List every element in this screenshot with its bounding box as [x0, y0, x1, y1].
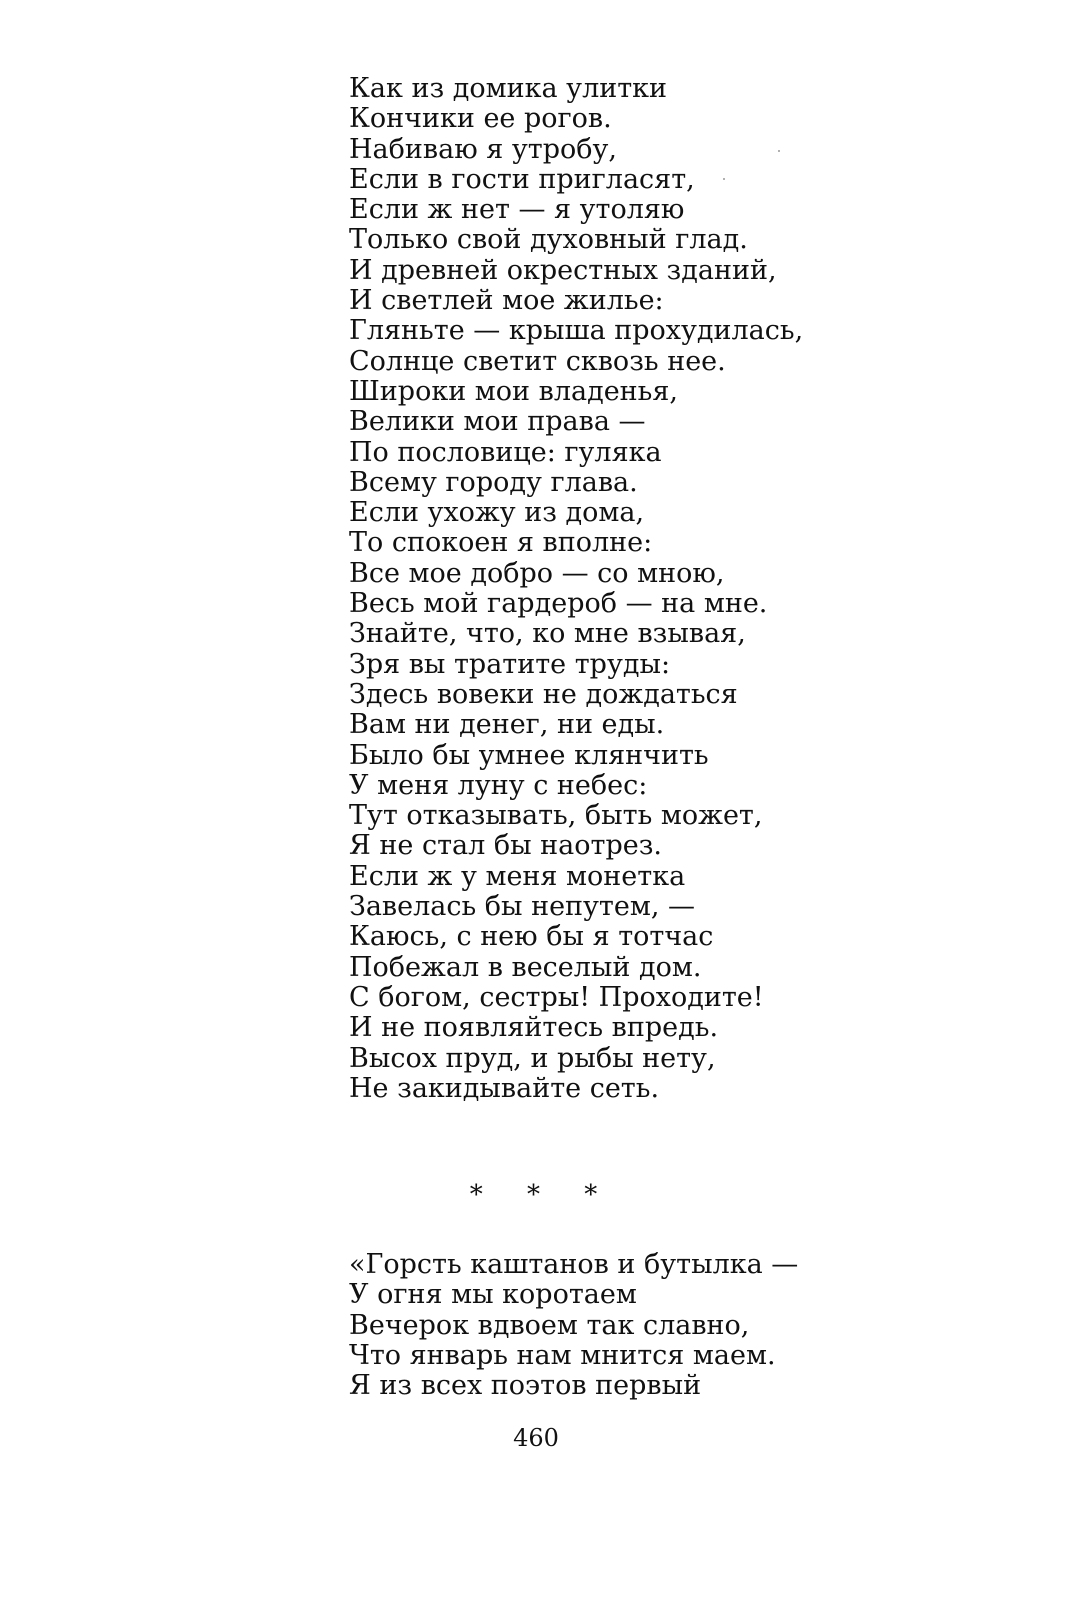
poem-line: Если ухожу из дома, [349, 497, 645, 529]
poem-line: Весь мой гардероб — на мне. [349, 588, 768, 620]
poem-line: Зря вы тратите труды: [349, 648, 671, 680]
poem-line: С богом, сестры! Проходите! [349, 981, 764, 1013]
poem-line: То спокоен я вполне: [349, 527, 653, 559]
section-separator: * * * [469, 1180, 616, 1210]
poem-line: Набиваю я утробу, [349, 133, 617, 165]
poem-line: И древней окрестных зданий, [349, 254, 777, 286]
poem-line: Вечерок вдвоем так славно, [349, 1309, 750, 1341]
poem-line: «Горсть каштанов и бутылка — [349, 1249, 799, 1280]
poem-line: Если ж у меня монетка [349, 860, 686, 892]
poem-line: Всему городу глава. [349, 466, 638, 498]
poem-line: Здесь вовеки не дождаться [349, 678, 738, 710]
poem-stanza-1 [349, 74, 803, 1104]
poem-line: Я из всех поэтов первый [349, 1370, 702, 1402]
poem-line: Побежал в веселый дом. [349, 951, 702, 983]
poem-line: Тут отказывать, быть может, [349, 800, 763, 832]
poem-line: У меня луну с небес: [349, 769, 648, 801]
poem-line: Не закидывайте сеть. [349, 1072, 660, 1104]
poem-line: Кончики ее рогов. [349, 103, 612, 135]
poem-line: Только свой духовный глад. [349, 224, 748, 256]
poem-line: Велики мои права — [349, 406, 646, 438]
poem-line: И не появляйтесь впредь. [349, 1012, 719, 1044]
poem-line: Знайте, что, ко мне взывая, [349, 618, 746, 650]
poem-stanza-2 [349, 1250, 798, 1401]
poem-line: У огня мы коротаем [349, 1279, 637, 1311]
poem-line: Завелась бы непутем, — [349, 891, 696, 923]
scan-speck [778, 150, 780, 152]
poem-line: Широки мои владенья, [349, 375, 678, 407]
poem-line: Было бы умнее клянчить [349, 739, 709, 771]
poem-line: Все мое добро — со мною, [349, 557, 725, 589]
poem-line: Если ж нет — я утоляю [349, 194, 685, 226]
poem-line: Вам ни денег, ни еды. [349, 709, 665, 741]
poem-line: Высох пруд, и рыбы нету, [349, 1042, 716, 1074]
poem-line: Гляньте — крыша прохудилась, [349, 315, 804, 347]
poem-line: Если в гости пригласят, [349, 163, 695, 195]
scan-speck [723, 178, 725, 180]
page-number: 460 [513, 1424, 559, 1452]
poem-line: Я не стал бы наотрез. [349, 830, 663, 862]
poem-line: По пословице: гуляка [349, 436, 662, 468]
poem-line: Солнце светит сквозь нее. [349, 345, 726, 377]
poem-line: Каюсь, с нею бы я тотчас [349, 921, 714, 953]
poem-line: И светлей мое жилье: [349, 285, 664, 317]
poem-line: Как из домика улитки [349, 73, 668, 104]
poem-line: Что январь нам мнится маем. [349, 1339, 776, 1371]
